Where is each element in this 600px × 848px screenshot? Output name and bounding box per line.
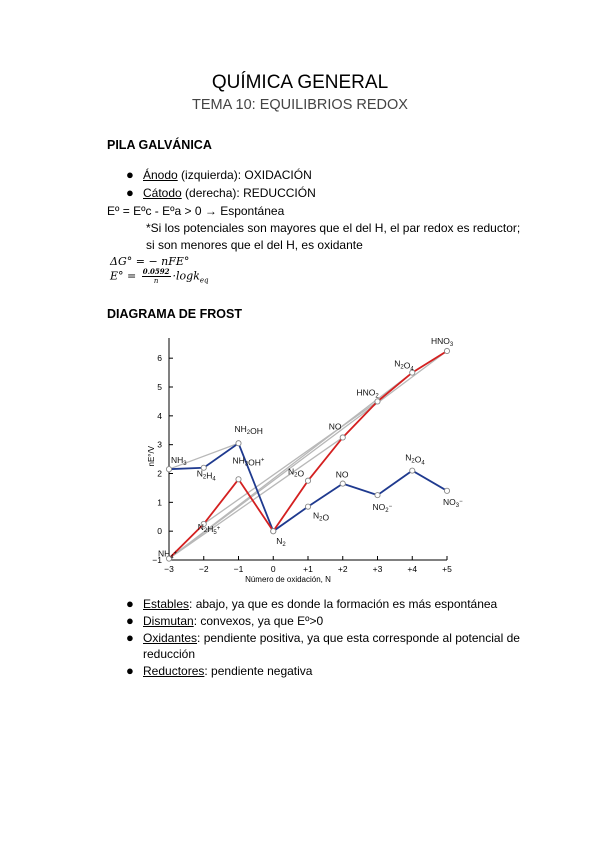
list-item	[126, 613, 324, 628]
acid-point	[236, 477, 241, 482]
bullet-icon: ●	[126, 167, 134, 182]
y-axis-label: nE°/V	[147, 445, 156, 467]
y-tick-label: 0	[157, 526, 162, 537]
term-desc: (derecha): REDUCCIÓN	[181, 186, 316, 200]
term-desc: reducción	[143, 647, 196, 661]
basic-point	[375, 493, 380, 498]
species-label: $N_2O$	[313, 510, 330, 523]
page-title: QUÍMICA GENERAL	[211, 72, 389, 93]
bullet-icon: ●	[126, 613, 134, 628]
acid-point	[305, 478, 310, 483]
species-label: $N_2$	[276, 536, 286, 549]
x-tick-label: +4	[407, 564, 418, 574]
x-tick-label: +5	[442, 564, 452, 574]
term-desc: (izquierda): OXIDACIÓN	[177, 168, 312, 182]
species-label: $NH_3OH^+$	[232, 455, 265, 468]
note-line-2: si son menores que el del H, es oxidante	[146, 238, 363, 252]
tie-line	[169, 437, 343, 558]
species-label: $N_2O_4$	[405, 452, 425, 467]
x-tick-label: −1	[233, 564, 244, 574]
term-desc: : abajo, ya que es donde la formación es más espontánea	[189, 597, 498, 611]
list-item	[126, 596, 498, 611]
species-label: NO	[328, 421, 342, 432]
term-desc: : pendiente negativa	[204, 664, 313, 678]
acid-point	[375, 399, 380, 404]
term: Ánodo	[143, 168, 178, 182]
species-label: $NH_3$	[171, 455, 187, 468]
species-label: $NO_3^-$	[443, 496, 463, 509]
species-label: $NH_4^+$	[158, 548, 178, 561]
acid-point	[444, 348, 449, 353]
x-tick-label: 0	[270, 564, 276, 574]
species-label: NO	[335, 469, 349, 480]
section-heading-frost: DIAGRAMA DE FROST	[107, 307, 242, 321]
term: Reductores	[143, 664, 205, 678]
note-line-1: *Si los potenciales son mayores que el del H, el par redox es reductor;	[146, 221, 521, 235]
species-label: $NO_2^-$	[372, 502, 393, 515]
basic-point	[236, 441, 241, 446]
acid-point	[340, 435, 345, 440]
y-tick-label: −1	[152, 555, 162, 565]
species-label: $HNO_3$	[431, 335, 454, 348]
x-tick-label: +2	[337, 564, 348, 574]
list-item-continuation	[143, 647, 195, 661]
x-tick-label: +3	[372, 564, 383, 574]
basic-point	[340, 481, 345, 486]
cell-potential-line: Eº = Eºc - Eºa > 0 → Espontánea	[107, 204, 285, 218]
list-item	[126, 167, 312, 182]
list-item	[126, 185, 316, 200]
basic-point	[410, 468, 415, 473]
frost-diagram	[147, 330, 470, 592]
basic-point	[166, 467, 171, 472]
formula-nernst: E° = $\frac{0.0592}{n} \cdot\log k_{eq}$	[110, 267, 209, 285]
y-tick-label: 2	[157, 468, 162, 479]
x-tick-label: −2	[198, 564, 209, 574]
page-subtitle: TEMA 10: EQUILIBRIOS REDOX	[192, 97, 408, 113]
species-label: $NH_2OH$	[234, 424, 263, 437]
bullet-icon: ●	[126, 663, 134, 678]
bullet-icon: ●	[126, 630, 134, 645]
term: Estables	[143, 597, 190, 611]
term-desc: : pendiente positiva, ya que esta corresponde al potencial de	[197, 631, 520, 645]
x-tick-label: +1	[303, 564, 313, 574]
y-tick-label: 5	[157, 382, 162, 393]
bullet-icon: ●	[126, 596, 134, 611]
term: Oxidantes	[143, 631, 198, 645]
list-item	[126, 630, 520, 645]
y-tick-label: 4	[157, 410, 162, 421]
y-tick-label: 1	[157, 497, 162, 508]
term: Dismutan	[143, 614, 194, 628]
term: Cátodo	[143, 186, 182, 200]
section-heading-pila: PILA GALVÁNICA	[107, 138, 212, 152]
bullet-icon: ●	[126, 185, 134, 200]
term-desc: : convexos, ya que Eº>0	[193, 614, 324, 628]
formula-gibbs: ΔG° = − nFE°	[110, 255, 190, 268]
x-tick-label: −3	[164, 564, 174, 574]
species-label: $N_2O_4$	[394, 358, 414, 373]
species-label: $N_2O$	[288, 466, 305, 479]
x-axis-label: Número de oxidación, N	[245, 575, 331, 584]
y-tick-label: 6	[157, 353, 162, 364]
acid-point	[271, 529, 276, 534]
species-label: $N_2H_4$	[196, 468, 216, 483]
species-label: $N_2H_5^+$	[197, 521, 221, 536]
basic-point	[444, 488, 449, 493]
y-tick-label: 3	[157, 439, 162, 450]
species-label: $HNO_2$	[356, 387, 379, 400]
basic-point	[305, 504, 310, 509]
list-item	[126, 663, 313, 678]
